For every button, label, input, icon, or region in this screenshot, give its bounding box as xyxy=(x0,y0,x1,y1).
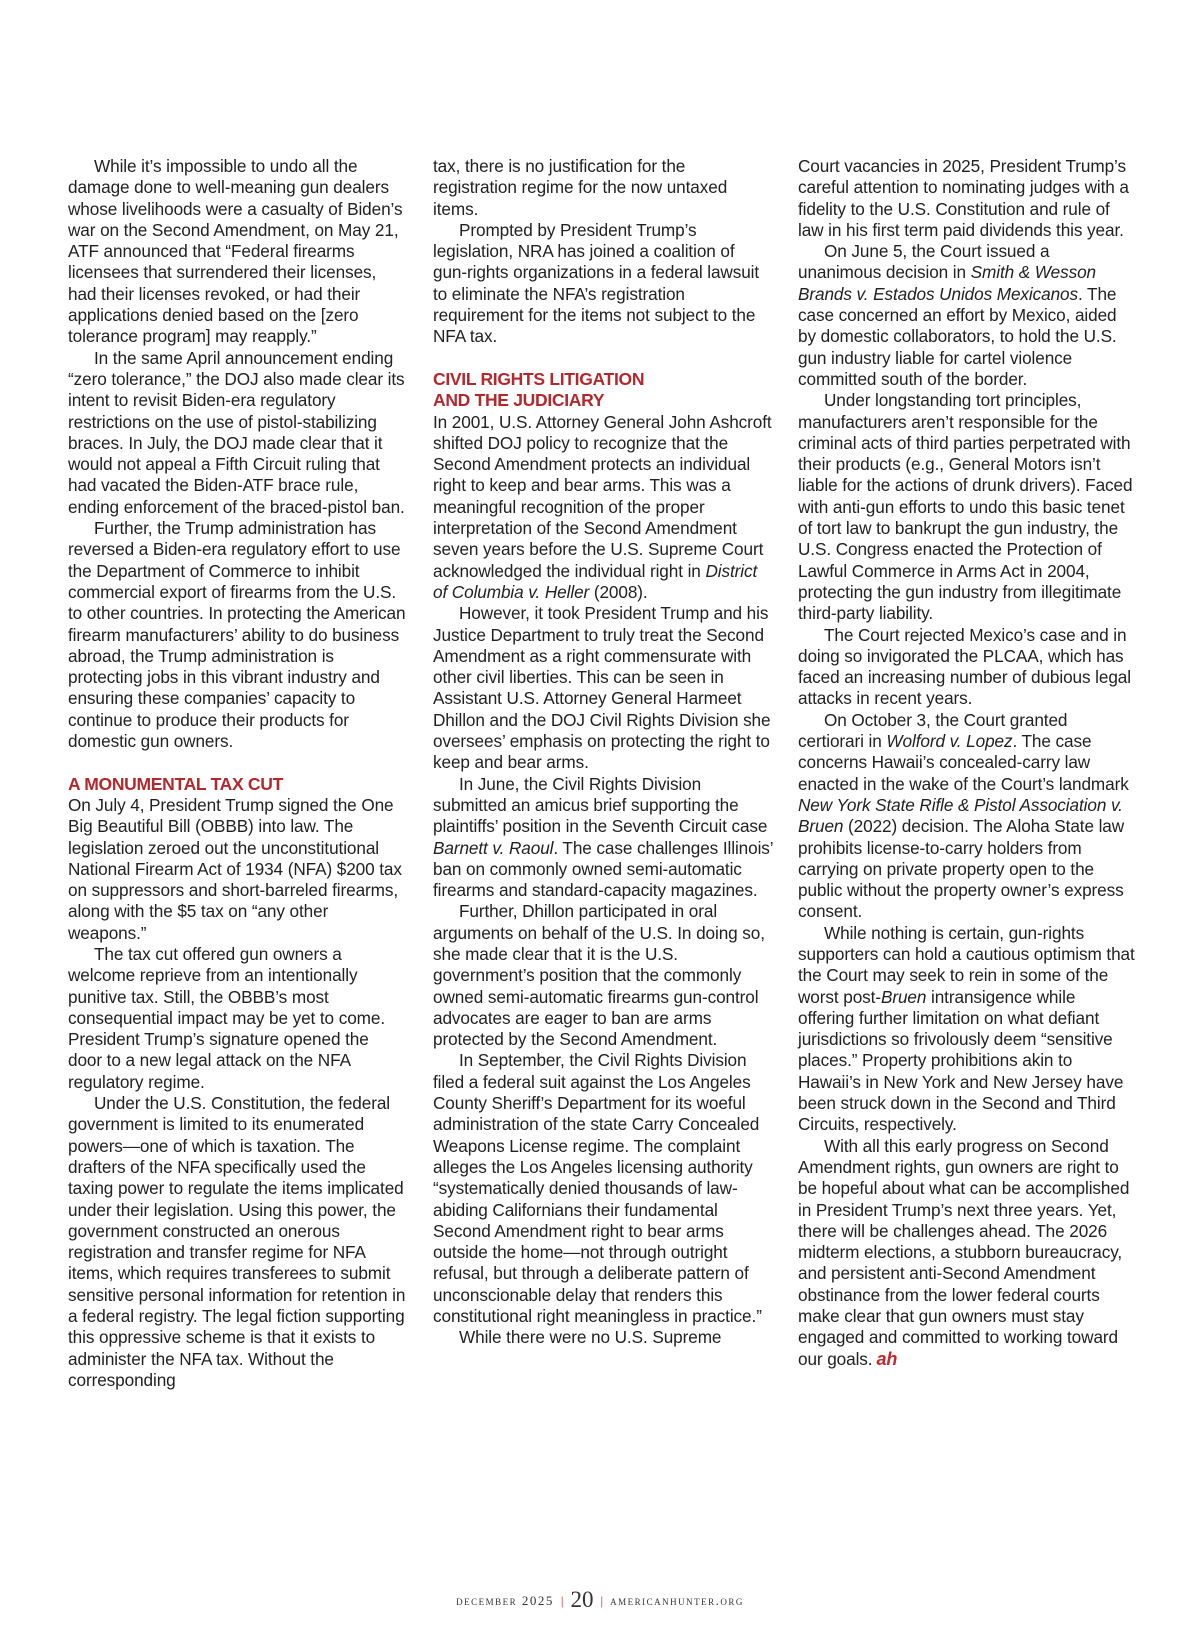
case-name: District of Columbia v. Heller xyxy=(433,560,758,602)
page-footer xyxy=(0,1587,1200,1613)
paragraph: The Court rejected Mexico’s case and in doing so invigorated the PLCAA, which has faced an increasing number of dubious legal attacks in recent years. xyxy=(798,624,1131,709)
footer-separator: | xyxy=(560,1593,564,1608)
section-heading-civil-rights xyxy=(433,369,773,412)
article-column-1 xyxy=(68,156,406,1391)
paragraph: While it’s impossible to undo all the damage done to well-meaning gun dealers whose livelihoods were a casualty of Biden’s war on the Second Amendment, on May 21, ATF announced that “Federal firearms licensees that surrendered their licenses, had their licenses revoked, or had their applications denied based on the [zero tolerance program] may reapply.” xyxy=(68,156,403,347)
paragraph: On October 3, the Court granted certiorari in Wolford v. Lopez. The case concerns Hawaii’s concealed-carry law enacted in the wake of the Court’s landmark New York State Rifle & Pistol Association v. Bruen (2022) decision. The Aloha State law prohibits license-to-carry holders from carrying on private property open to the public without the property owner’s express consent. xyxy=(798,709,1129,922)
paragraph: However, it took President Trump and his Justice Department to truly treat the Second Amendment as a right commensurate with other civil liberties. This can be seen in Assistant U.S. Attorney General Harmeet Dhillon and the DOJ Civil Rights Division she oversees’ emphasis on protecting the right to keep and bear arms. xyxy=(433,603,771,773)
issue-date: december 2025 xyxy=(456,1593,554,1608)
article-column-3 xyxy=(798,156,1136,1370)
paragraph: Further, Dhillon participated in oral arguments on behalf of the U.S. In doing so, she made clear that it is the U.S. government’s position that the commonly owned semi-automatic firearms gun-control advocates are eager to ban are arms protected by the Second Amendment. xyxy=(433,901,765,1050)
section-heading-tax-cut: A MONUMENTAL TAX CUT xyxy=(68,773,283,794)
case-name: New York State Rifle & Pistol Association v. Bruen xyxy=(798,794,1123,837)
paragraph: Prompted by President Trump’s legislation, NRA has joined a coalition of gun-rights organizations in a federal lawsuit to eliminate the NFA’s registration requirement for the items not subject to the NFA tax. xyxy=(433,219,760,347)
article-column-2 xyxy=(433,156,773,1349)
paragraph: With all this early progress on Second Amendment rights, gun owners are right to be hopeful about what can be accomplished in President Trump’s next three years. Yet, there will be challenges ahead. The 2026 midterm elections, a stubborn bureaucracy, and persistent anti-Second Amendment obstinance from the lower federal courts make clear that gun owners must stay engaged and committed to working toward our goals. ah xyxy=(798,1135,1130,1369)
paragraph: In 2001, U.S. Attorney General John Ashcroft shifted DOJ policy to recognize that the Second Amendment protects an individual right to keep and bear arms. This was a meaningful recognition of the proper interpretation of the Second Amendment seven years before the U.S. Supreme Court acknowledged the individual right in District of Columbia v. Heller (2008). xyxy=(433,411,772,602)
footer-separator: | xyxy=(600,1593,604,1608)
paragraph: In the same April announcement ending “zero tolerance,” the DOJ also made clear its intent to revisit Biden-era regulatory restrictions on the use of pistol-stabilizing braces. In July, the DOJ made clear that it would not appeal a Fifth Circuit ruling that had vacated the Biden-ATF brace rule, ending enforcement of the braced-pistol ban. xyxy=(68,347,405,517)
heading-line: AND THE JUDICIARY xyxy=(433,390,605,411)
case-name: Wolford v. Lopez xyxy=(886,731,1013,752)
page-number: 20 xyxy=(570,1587,594,1612)
paragraph: tax, there is no justification for the registration regime for the now untaxed items. xyxy=(433,156,728,219)
paragraph: Further, the Trump administration has reversed a Biden-era regulatory effort to use the Department of Commerce to inhibit commercial export of firearms from the U.S. to other countries. In protecting the American firearm manufacturers’ ability to do business abroad, the Trump administration is protecting jobs in this vibrant industry and ensuring these companies’ capacity to continue to produce their products for domestic gun owners. xyxy=(68,518,406,752)
case-name: Smith & Wesson Brands v. Estados Unidos Mexicanos xyxy=(798,262,1096,304)
paragraph: Court vacancies in 2025, President Trump’s careful attention to nominating judges with a fidelity to the U.S. Constitution and rule of law in his first term paid dividends this year. xyxy=(798,156,1129,240)
case-name: Barnett v. Raoul xyxy=(433,837,554,858)
paragraph: On July 4, President Trump signed the One Big Beautiful Bill (OBBB) into law. The legislation zeroed out the unconstitutional National Firearm Act of 1934 (NFA) $200 tax on suppressors and short-barreled firearms, along with the $5 tax on “any other weapons.” xyxy=(68,794,402,943)
website-url: americanhunter.org xyxy=(610,1593,744,1608)
paragraph: Under longstanding tort principles, manufacturers aren’t responsible for the criminal acts of third parties perpetrated with their products (e.g., General Motors isn’t liable for the actions of drunk drivers). Faced with anti-gun efforts to undo this basic tenet of tort law to bankrupt the gun industry, the U.S. Congress enacted the Protection of Lawful Commerce in Arms Act in 2004, protecting the gun industry from illegitimate third-party liability. xyxy=(798,390,1133,624)
case-name: Bruen xyxy=(880,986,927,1007)
paragraph: On June 5, the Court issued a unanimous decision in Smith & Wesson Brands v. Estados Unidos Mexicanos. The case concerned an effort by Mexico, aided by domestic collaborators, to hold the U.S. gun industry liable for cartel violence committed south of the border. xyxy=(798,241,1117,389)
heading-line: CIVIL RIGHTS LITIGATION xyxy=(433,368,645,389)
paragraph: While nothing is certain, gun-rights supporters can hold a cautious optimism that the Court may seek to rein in some of the worst post-Bruen intransigence while offering further limitation on what defiant jurisdictions so frivolously deem “sensitive places.” Property prohibitions akin to Hawaii’s in New York and New Jersey have been struck down in the Second and Third Circuits, respectively. xyxy=(798,922,1135,1135)
paragraph: In June, the Civil Rights Division submitted an amicus brief supporting the plaintiffs’ position in the Seventh Circuit case Barnett v. Raoul. The case challenges Illinois’ ban on commonly owned semi-automatic firearms and standard-capacity magazines. xyxy=(433,773,773,901)
paragraph: In September, the Civil Rights Division filed a federal suit against the Los Angeles County Sheriff’s Department for its woeful administration of the state Carry Concealed Weapons License regime. The complaint alleges the Los Angeles licensing authority “systematically denied thousands of law-abiding Californians their fundamental Second Amendment right to bear arms outside the home—not through outright refusal, but through a deliberate pattern of unconscionable delay that renders this constitutional right meaningless in practice.” xyxy=(433,1050,762,1327)
paragraph: The tax cut offered gun owners a welcome reprieve from an intentionally punitive tax. Still, the OBBB’s most consequential impact may be yet to come. President Trump’s signature opened the door to a new legal attack on the NFA regulatory regime. xyxy=(68,943,385,1092)
paragraph: While there were no U.S. Supreme xyxy=(459,1327,722,1348)
end-mark-logo: ah xyxy=(876,1348,898,1369)
paragraph: Under the U.S. Constitution, the federal government is limited to its enumerated powers—one of which is taxation. The drafters of the NFA specifically used the taxing power to regulate the items implicated under their legislation. Using this power, the government constructed an onerous registration and transfer regime for NFA items, which requires transferees to submit sensitive personal information for retention in a federal registry. The legal fiction supporting this oppressive scheme is that it exists to administer the NFA tax. Without the corresponding xyxy=(68,1093,406,1390)
